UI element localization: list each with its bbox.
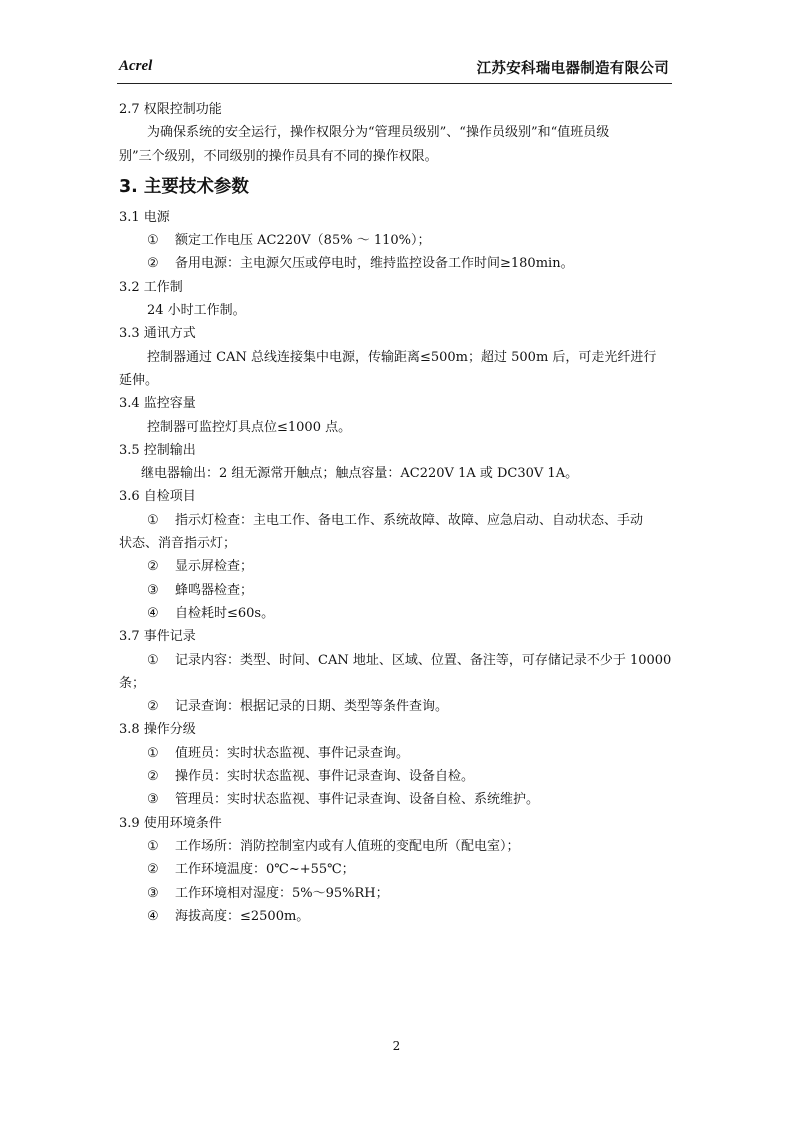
paragraph: 继电器输出：2 组无源常开触点；触点容量：AC220V 1A 或 DC30V 1A。: [141, 466, 579, 482]
list-item: [119, 509, 674, 532]
list-item: [119, 882, 674, 905]
item-text: 自检耗时≤60s。: [175, 605, 275, 621]
section-3-4-title: 3.4 监控容量: [119, 396, 196, 412]
item-number: ①: [147, 512, 159, 528]
item-number: ③: [147, 582, 159, 598]
item-number: ①: [147, 652, 159, 668]
paragraph: 为确保系统的安全运行，操作权限分为“管理员级别”、“操作员级别”和“值班员级: [147, 125, 610, 141]
section-3-9-title: 3.9 使用环境条件: [119, 815, 222, 831]
list-item: [119, 788, 674, 811]
item-number: ③: [147, 885, 159, 901]
list-item: [119, 765, 674, 788]
paragraph-continuation: 延伸。: [119, 372, 159, 388]
list-item-continuation: 条；: [119, 675, 146, 691]
item-number: ①: [147, 233, 159, 249]
section-3-3-title: 3.3 通讯方式: [119, 326, 196, 342]
list-item: [119, 835, 674, 858]
item-text: 备用电源：主电源欠压或停电时，维持监控设备工作时间≥180min。: [175, 256, 574, 272]
list-item: [119, 252, 674, 275]
header-company: 江苏安科瑞电器制造有限公司: [476, 61, 669, 77]
item-number: ②: [147, 699, 159, 715]
list-item: [119, 602, 674, 625]
item-text: 工作场所：消防控制室内或有人值班的变配电所（配电室）；: [175, 838, 520, 854]
section-3-2-title: 3.2 工作制: [119, 279, 183, 295]
header-divider: [117, 83, 672, 84]
list-item: [119, 649, 674, 672]
paragraph: 控制器通过 CAN 总线连接集中电源，传输距离≤500m；超过 500m 后，可走光纤进行: [147, 349, 657, 365]
list-item: [119, 579, 674, 602]
item-number: ②: [147, 256, 159, 272]
chapter-3-title: 3. 主要技术参数: [119, 176, 249, 197]
section-3-6-title: 3.6 自检项目: [119, 489, 196, 505]
item-text: 记录内容：类型、时间、CAN 地址、区域、位置、备注等，可存储记录不少于 10000: [175, 652, 672, 668]
paragraph-continuation: 别”三个级别，不同级别的操作员具有不同的操作权限。: [119, 148, 438, 164]
item-number: ①: [147, 745, 159, 761]
item-text: 指示灯检查：主电工作、备电工作、系统故障、故障、应急启动、自动状态、手动: [175, 512, 644, 528]
list-item: [119, 905, 674, 928]
item-number: ②: [147, 769, 159, 785]
item-text: 显示屏检查；: [175, 559, 254, 575]
item-text: 记录查询：根据记录的日期、类型等条件查询。: [175, 699, 449, 715]
section-3-1-title: 3.1 电源: [119, 209, 170, 225]
item-text: 工作环境相对湿度：5%～95%RH；: [175, 885, 389, 901]
list-item: [119, 555, 674, 578]
item-number: ④: [147, 605, 159, 621]
section-2-7-title: 2.7 权限控制功能: [119, 102, 222, 117]
item-number: ②: [147, 559, 159, 575]
section-3-7-title: 3.7 事件记录: [119, 629, 196, 645]
item-text: 值班员：实时状态监视、事件记录查询。: [175, 745, 410, 761]
document-body: [119, 98, 674, 928]
header-brand: Acrel: [119, 58, 153, 74]
item-text: 额定工作电压 AC220V（85% ～ 110%）；: [175, 233, 431, 249]
item-text: 海拔高度：≤2500m。: [175, 908, 310, 924]
list-item: [119, 742, 674, 765]
item-text: 工作环境温度：0℃~+55℃；: [175, 862, 355, 878]
section-3-8-title: 3.8 操作分级: [119, 722, 196, 738]
list-item: [119, 858, 674, 881]
paragraph: 控制器可监控灯具点位≤1000 点。: [147, 419, 352, 435]
item-text: 蜂鸣器检查；: [175, 582, 254, 598]
page-number: 2: [392, 1039, 401, 1053]
item-number: ②: [147, 862, 159, 878]
item-number: ③: [147, 792, 159, 808]
list-item: [119, 695, 674, 718]
item-text: 操作员：实时状态监视、事件记录查询、设备自检。: [175, 769, 475, 785]
item-number: ④: [147, 908, 159, 924]
paragraph: 24 小时工作制。: [147, 303, 246, 319]
item-number: ①: [147, 838, 159, 854]
section-3-5-title: 3.5 控制输出: [119, 442, 196, 458]
list-item-continuation: 状态、消音指示灯；: [119, 536, 237, 552]
item-text: 管理员：实时状态监视、事件记录查询、设备自检、系统维护。: [175, 792, 540, 808]
list-item: [119, 229, 674, 252]
